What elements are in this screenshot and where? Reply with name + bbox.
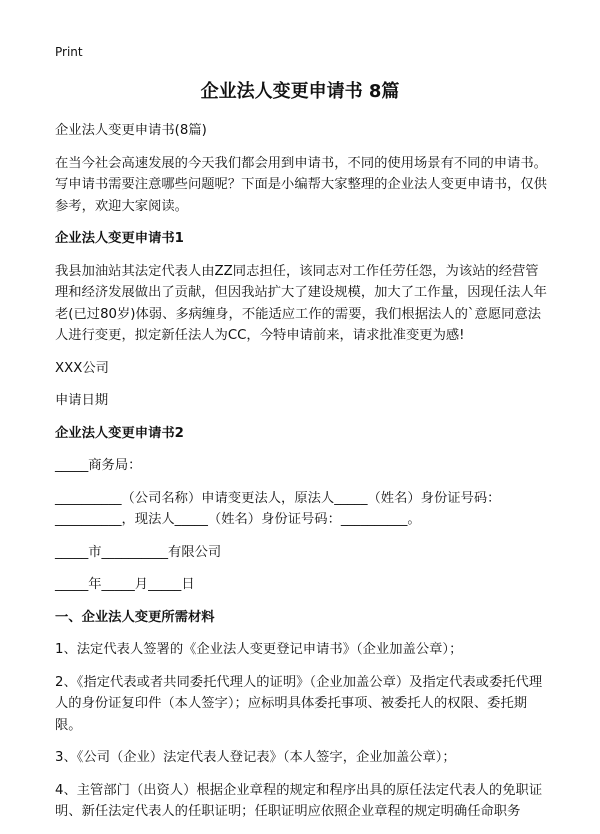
letter1-date-label: 申请日期 bbox=[55, 393, 109, 408]
print-label: Print bbox=[55, 45, 83, 59]
page-title: 企业法人变更申请书 8篇 bbox=[200, 81, 400, 102]
materials-item-2: 2、《指定代表或者共同委托代理人的证明》（企业加盖公章）及指定代表或委托代理人的身份证复印件（本人签字）；应标明具体委托事项、被委托人的权限、委托期限。 bbox=[55, 674, 543, 733]
intro-paragraph: 在当今社会高速发展的今天我们都会用到申请书，不同的使用场景有不同的申请书。写申请书需要注意哪些问题呢？下面是小编帮大家整理的企业法人变更申请书，仅供参考，欢迎大家阅读。 bbox=[55, 155, 547, 214]
letter1-company: XXX公司 bbox=[55, 360, 109, 376]
letter1-body: 我县加油站其法定代表人由ZZ同志担任，该同志对工作任劳任怨，为该站的经营管理和经济发展做出了贡献，但因我站扩大了建设规模，加大了工作量，因现任法人年老(已过80岁)体弱、多病缠身，不能适应工作的需要，我们根据法人的`意愿同意法人进行变更，拟定新任法人为CC，今特申请前来，请求批准变更为感! bbox=[55, 263, 547, 343]
intro-subtitle: 企业法人变更申请书(8篇) bbox=[55, 123, 207, 138]
letter2-date-line: _____年_____月_____日 bbox=[55, 577, 195, 592]
letter2-company-line: _____市__________有限公司 bbox=[55, 544, 222, 560]
letter2-body: __________（公司名称）申请变更法人，原法人_____（姓名）身份证号码：__________，现法人_____（姓名）身份证号码：__________。 bbox=[55, 490, 501, 527]
materials-heading: 一、企业法人变更所需材料 bbox=[55, 609, 215, 625]
document-body bbox=[55, 120, 547, 834]
letter1-heading: 企业法人变更申请书1 bbox=[55, 231, 184, 246]
materials-item-1: 1、法定代表人签署的《企业法人变更登记申请书》（企业加盖公章）； bbox=[55, 642, 463, 657]
letter2-recipient: _____商务局： bbox=[55, 458, 142, 473]
letter2-heading: 企业法人变更申请书2 bbox=[55, 425, 184, 441]
materials-item-3: 3、《公司（企业）法定代表人登记表》（本人签字，企业加盖公章）； bbox=[55, 750, 456, 765]
materials-item-4: 4、主管部门（出资人）根据企业章程的规定和程序出具的原任法定代表人的免职证明、新任法定代表人的任职证明；任职证明应依照企业章程的规定明确任命职务 bbox=[55, 782, 543, 819]
